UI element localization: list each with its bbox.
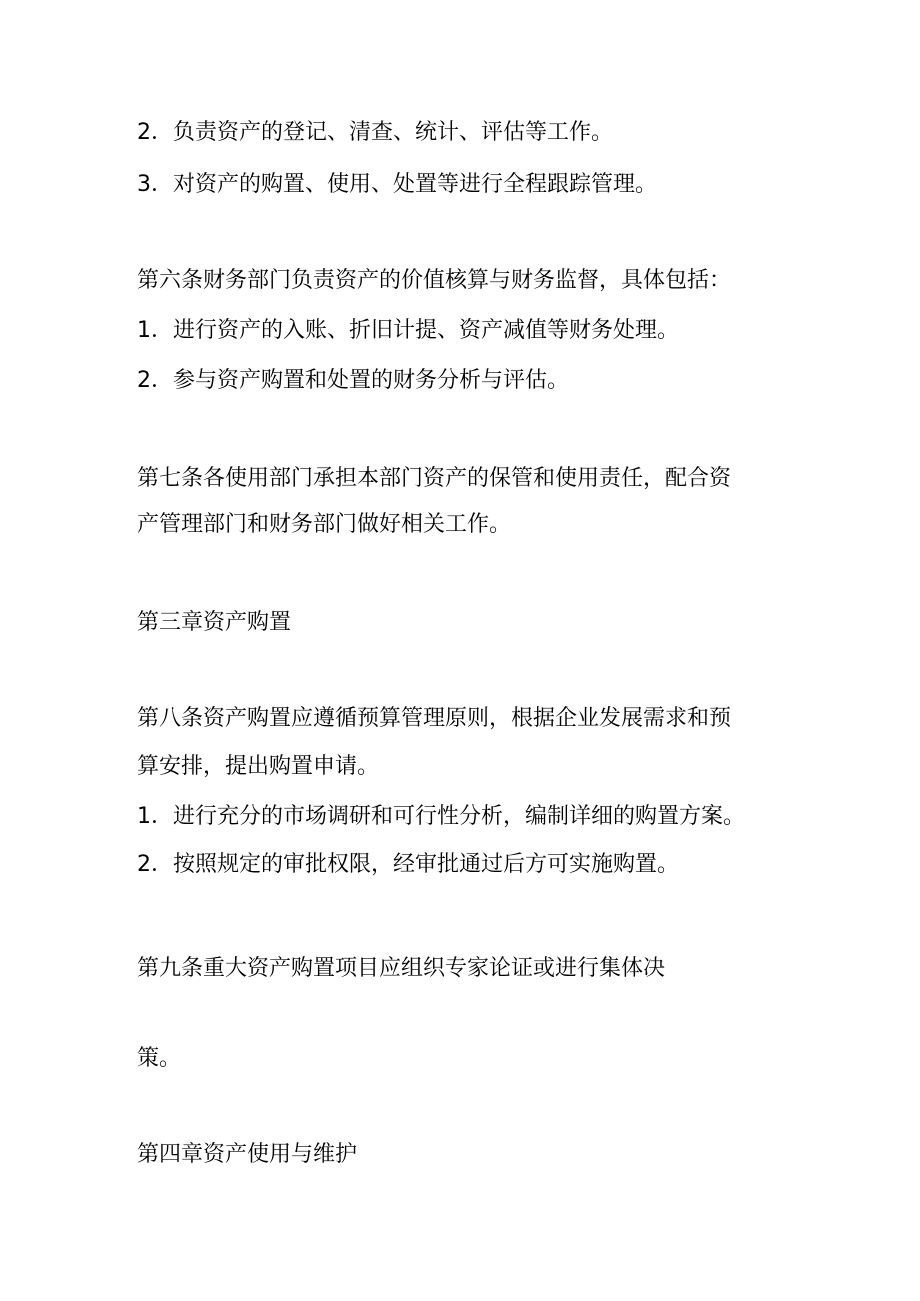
article-paragraph-continuation: 算安排，提出购置申请。 <box>137 754 380 779</box>
list-item: 2．负责资产的登记、清查、统计、评估等工作。 <box>137 120 613 145</box>
article-paragraph: 第七条各使用部门承担本部门资产的保管和使用责任，配合资 <box>137 466 732 491</box>
article-paragraph: 第九条重大资产购置项目应组织专家论证或进行集体决 <box>137 956 666 981</box>
article-paragraph-continuation: 产管理部门和财务部门做好相关工作。 <box>137 512 512 537</box>
list-item: 1．进行资产的入账、折旧计提、资产减值等财务处理。 <box>137 318 679 343</box>
chapter-heading: 第三章资产购置 <box>137 610 292 635</box>
chapter-heading: 第四章资产使用与维护 <box>137 1142 358 1167</box>
article-paragraph: 第六条财务部门负责资产的价值核算与财务监督，具体包括： <box>137 268 732 293</box>
list-item: 1．进行充分的市场调研和可行性分析，编制详细的购置方案。 <box>137 804 745 829</box>
list-item: 3．对资产的购置、使用、处置等进行全程跟踪管理。 <box>137 172 657 197</box>
list-item: 2．按照规定的审批权限，经审批通过后方可实施购置。 <box>137 852 679 877</box>
article-paragraph-continuation: 策。 <box>137 1046 182 1071</box>
article-paragraph: 第八条资产购置应遵循预算管理原则，根据企业发展需求和预 <box>137 706 732 731</box>
list-item: 2．参与资产购置和处置的财务分析与评估。 <box>137 368 569 393</box>
